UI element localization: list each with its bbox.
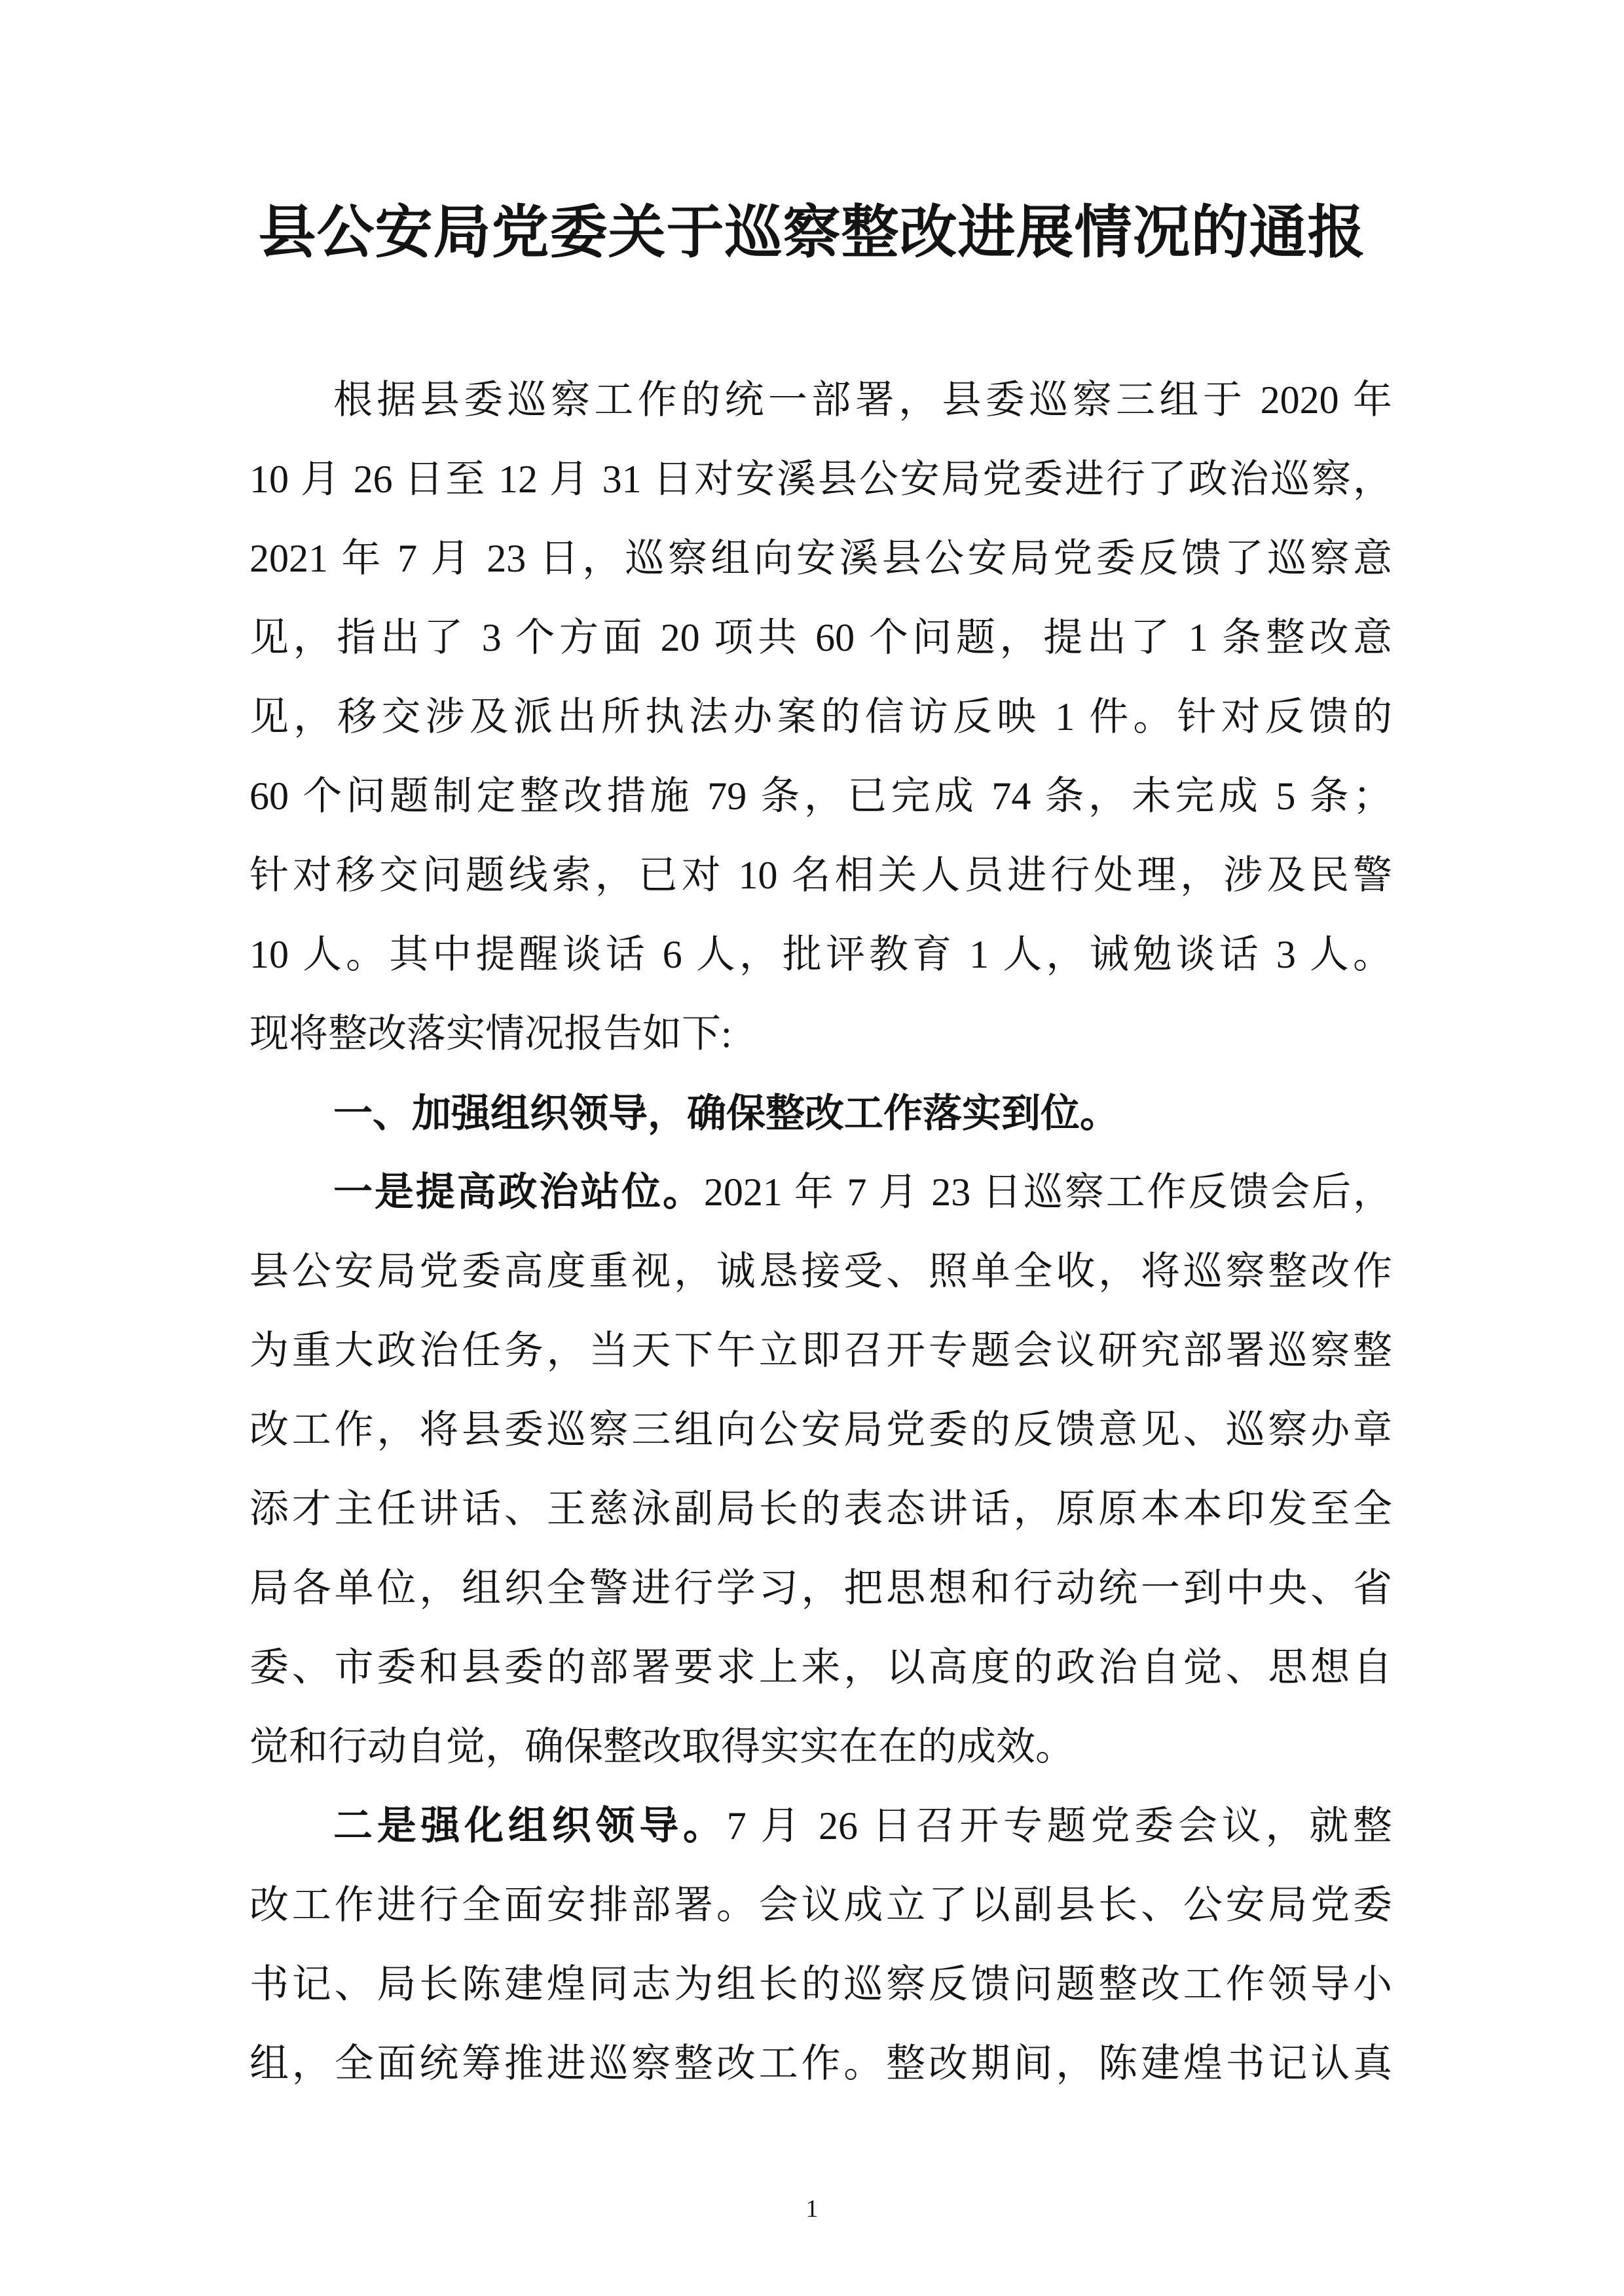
item-first-line (249, 1787, 1392, 1866)
item-line: 改工作，将县委巡察三组向公安局党委的反馈意见、巡察办章 (249, 1408, 1392, 1451)
section-item-2 (249, 1787, 1392, 2104)
item-first-line (249, 1153, 1392, 1232)
item-text: 2021 年 7 月 23 日巡察工作反馈会后， (703, 1171, 1392, 1214)
document-title: 县公安局党委关于巡察整改进展情况的通报 (258, 198, 1366, 266)
intro-line: 10 人。其中提醒谈话 6 人，批评教育 1 人，诫勉谈话 3 人。 (249, 933, 1392, 976)
intro-line: 见，移交涉及派出所执法办案的信访反映 1 件。针对反馈的 (249, 695, 1392, 738)
intro-line: 60 个问题制定整改措施 79 条，已完成 74 条，未完成 5 条； (249, 774, 1392, 818)
document-body (249, 361, 1392, 2104)
intro-line: 现将整改落实情况报告如下: (249, 1012, 732, 1055)
intro-line: 10 月 26 日至 12 月 31 日对安溪县公安局党委进行了政治巡察， (249, 458, 1392, 501)
item-lead: 一是提高政治站位。 (333, 1171, 704, 1214)
item-line: 书记、局长陈建煌同志为组长的巡察反馈问题整改工作领导小 (249, 1963, 1392, 2006)
item-line: 组，全面统筹推进巡察整改工作。整改期间，陈建煌书记认真 (249, 2042, 1392, 2085)
section-heading: 一、加强组织领导，确保整改工作落实到位。 (333, 1091, 1119, 1135)
intro-paragraph (249, 361, 1392, 1074)
item-line: 为重大政治任务，当天下午立即召开专题会议研究部署巡察整 (249, 1329, 1392, 1372)
intro-line: 见，指出了 3 个方面 20 项共 60 个问题，提出了 1 条整改意 (249, 616, 1392, 659)
intro-line: 根据县委巡察工作的统一部署，县委巡察三组于 2020 年 (333, 378, 1392, 422)
item-text: 7 月 26 日召开专题党委会议，就整 (726, 1804, 1392, 1848)
item-line: 局各单位，组织全警进行学习，把思想和行动统一到中央、省 (249, 1567, 1392, 1610)
page-number: 1 (805, 2195, 819, 2223)
section-item-1 (249, 1153, 1392, 1787)
item-line: 县公安局党委高度重视，诚恳接受、照单全收，将巡察整改作 (249, 1250, 1392, 1293)
item-lead: 二是强化组织领导。 (333, 1804, 727, 1848)
item-line: 改工作进行全面安排部署。会议成立了以副县长、公安局党委 (249, 1884, 1392, 1927)
item-line: 委、市委和县委的部署要求上来，以高度的政治自觉、思想自 (249, 1646, 1392, 1689)
intro-line: 针对移交问题线索，已对 10 名相关人员进行处理，涉及民警 (249, 854, 1392, 897)
intro-line: 2021 年 7 月 23 日，巡察组向安溪县公安局党委反馈了巡察意 (249, 537, 1392, 580)
item-line: 觉和行动自觉，确保整改取得实实在在的成效。 (249, 1725, 1075, 1768)
item-line: 添才主任讲话、王慈泳副局长的表态讲话，原原本本印发至全 (249, 1487, 1392, 1531)
